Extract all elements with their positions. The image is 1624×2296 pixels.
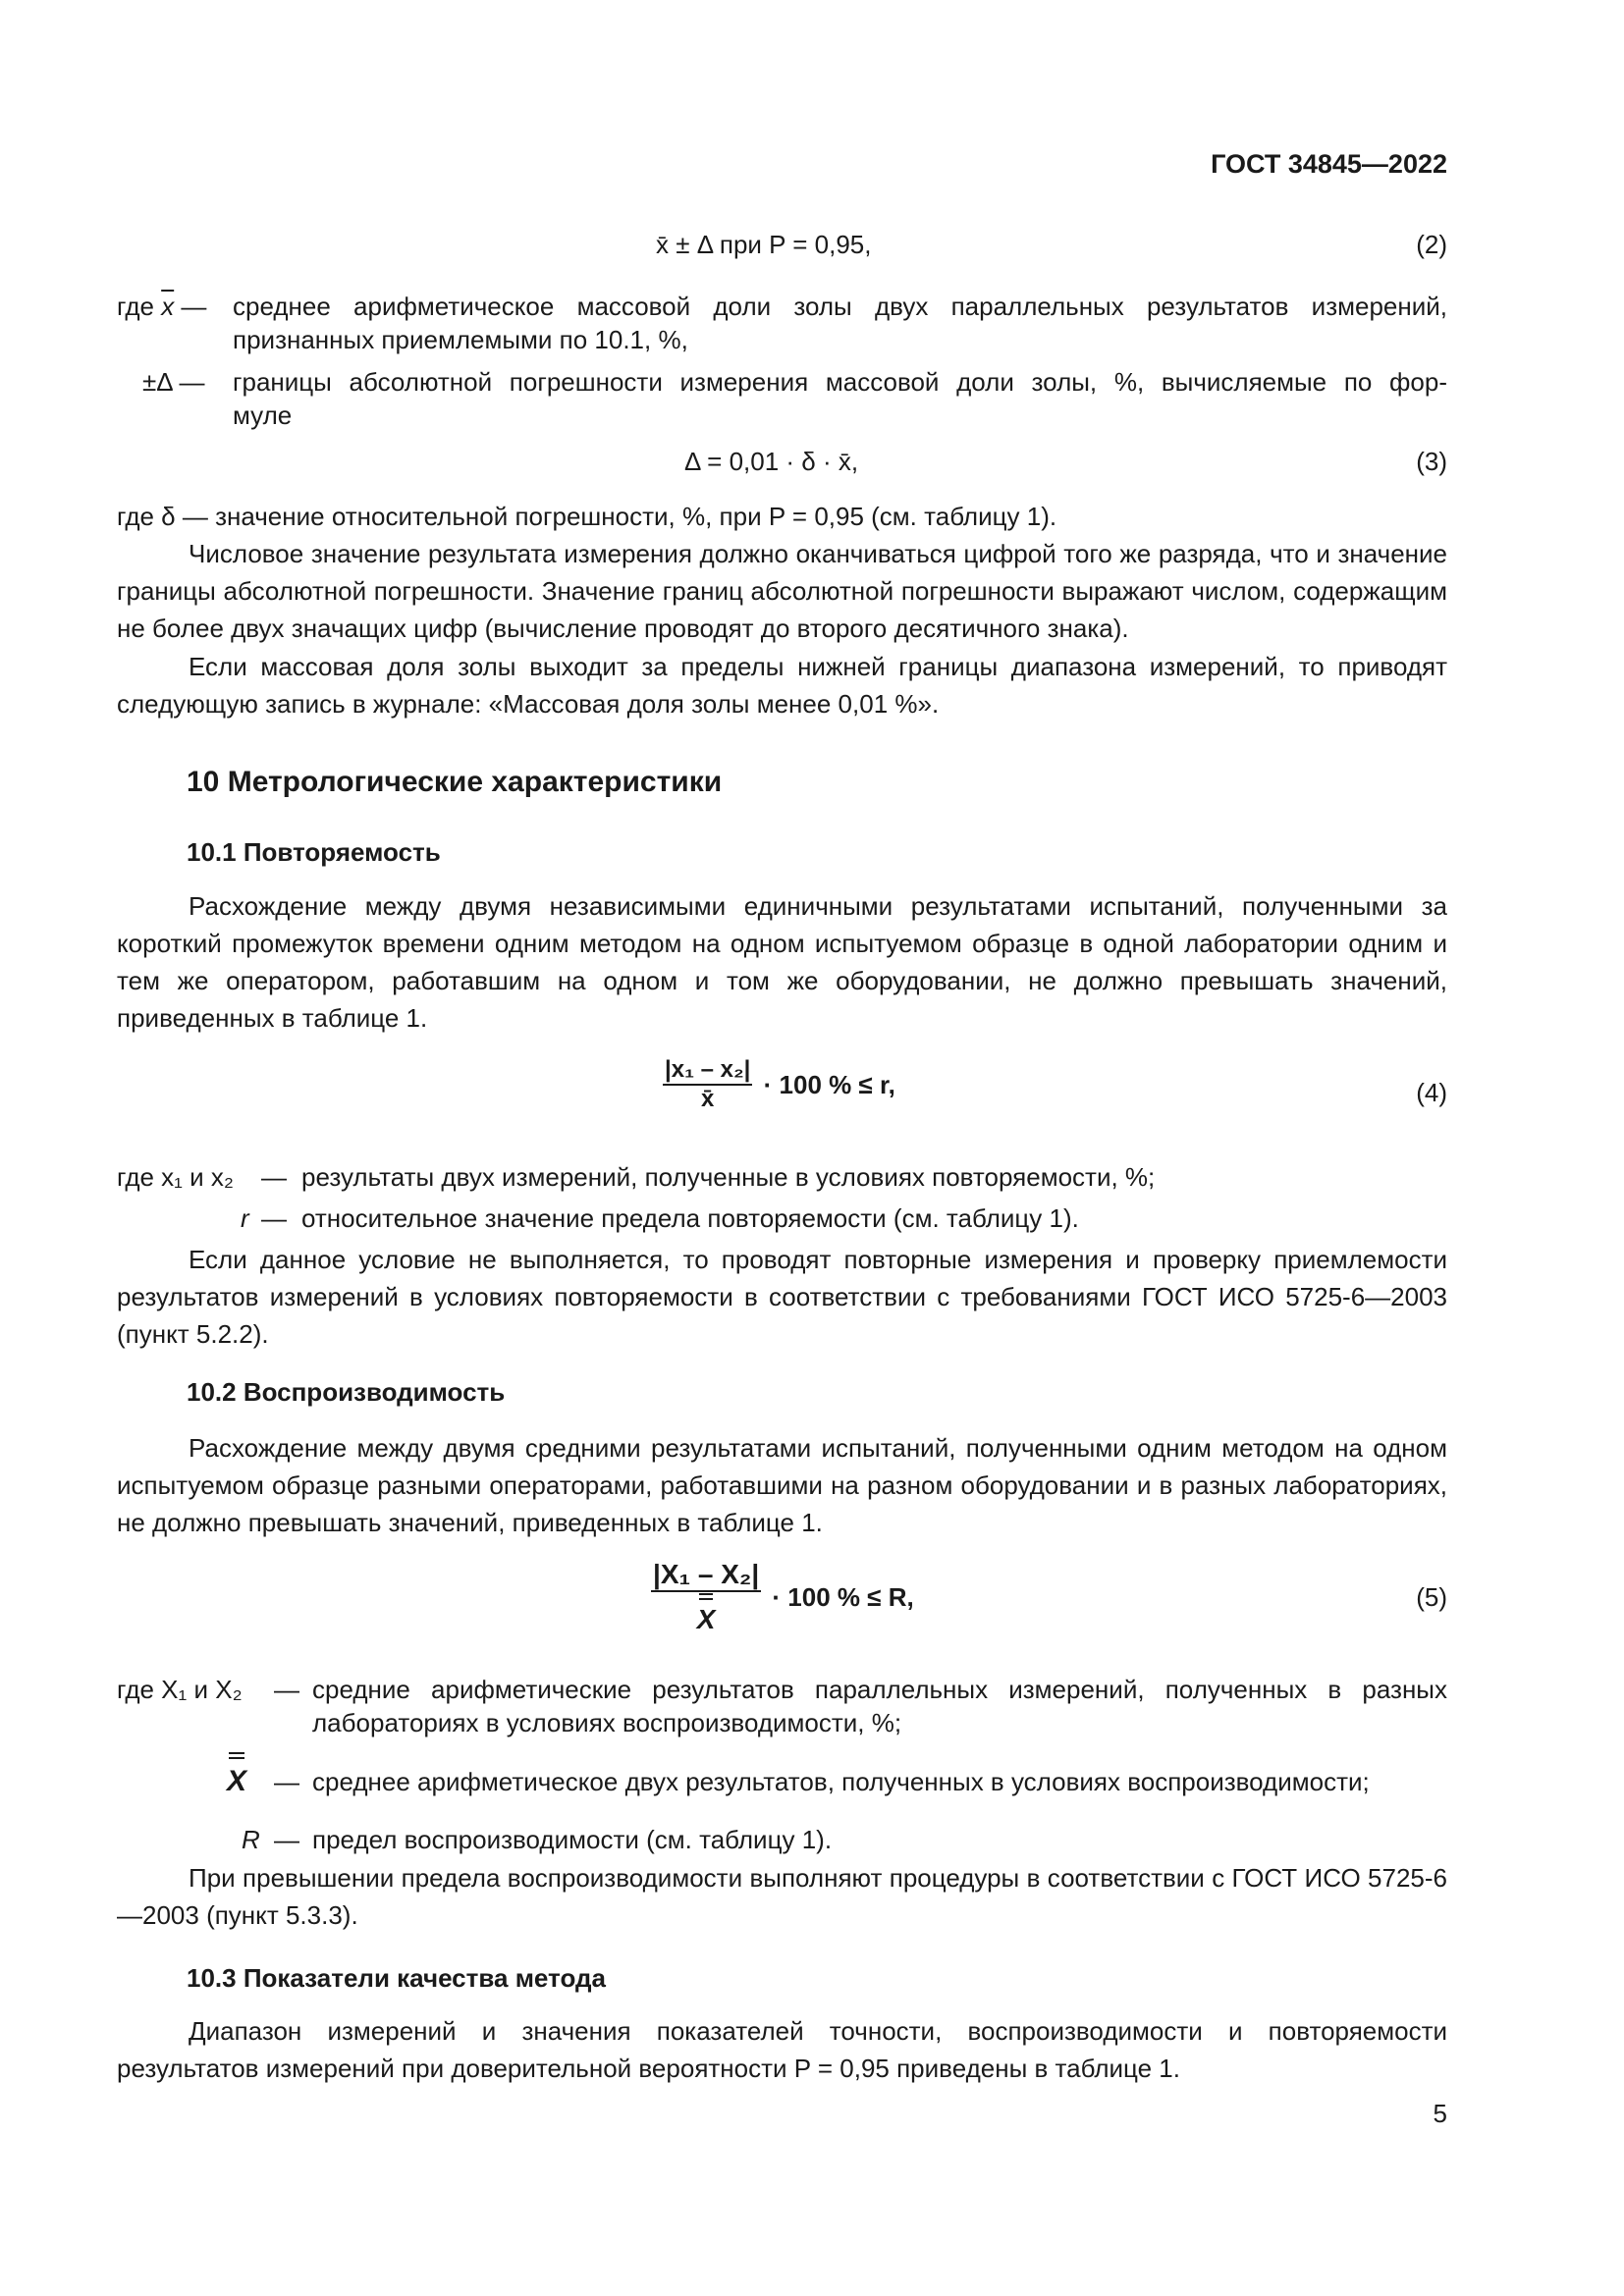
para-repeat-fail: Если данное условие не выполняется, то проводят повторные измерения и проверку приемлемости результатов измерений в условиях повторяемости в соответствии с требованиями ГОСТ ИСО 5725-6—2003 (пункт 5.2.2). bbox=[117, 1245, 1447, 1349]
para-method-quality: Диапазон измерений и значения показателей точности, воспроизводимости и повторяемости результатов измерений при доверительной вероятности P = 0,95 приведены в таблице 1. bbox=[117, 2016, 1447, 2083]
section-10-3-title: 10.3 Показатели качества метода bbox=[187, 1963, 606, 1993]
def-R-dash: — bbox=[274, 1825, 299, 1854]
def-x-lead: где $\overline{x}$ — bbox=[117, 292, 207, 321]
formula-2-number: (2) bbox=[1416, 230, 1447, 259]
def-x-text-2: признанных приемлемыми по 10.1, %, bbox=[233, 325, 688, 354]
para-reproduce-exceed: При превышении предела воспроизводимости выполняют процедуры в соответствии с ГОСТ ИСО 5725-6—2003 (пункт 5.3.3). bbox=[117, 1863, 1447, 1930]
def-r-text: относительное значение предела повторяемости (см. таблицу 1). bbox=[301, 1203, 1079, 1233]
def-X1X2-text-1: средние арифметические результатов параллельных измерений, полученных в разных bbox=[312, 1675, 1447, 1704]
para-lower-limit: Если массовая доля золы выходит за пределы нижней границы диапазона измерений, то приводят следующую запись в журнале: «Массовая доля золы менее 0,01 %». bbox=[117, 652, 1447, 719]
formula-5-denominator: X bbox=[696, 1604, 716, 1634]
para-result-format: Числовое значение результата измерения должно оканчиваться цифрой того же разряда, что и значение границы абсолютной погрешности. Значение границ абсолютной погрешности выражают числом, содержащим не более двух значащих цифр (вычисление проводят до второго десятичного знака). bbox=[117, 539, 1447, 643]
def-X1X2-text-2: лабораториях в условиях воспроизводимости, %; bbox=[312, 1708, 902, 1737]
def-x1x2-text: результаты двух измерений, полученные в условиях повторяемости, %; bbox=[301, 1162, 1156, 1192]
def-delta-text-2: муле bbox=[233, 400, 293, 430]
formula-3-number: (3) bbox=[1416, 447, 1447, 476]
formula-5-numerator: |X₁ – X₂| bbox=[651, 1559, 761, 1592]
def-delta-text-1: границы абсолютной погрешности измерения массовой доли золы, %, вычисляемые по фор- bbox=[233, 367, 1447, 397]
def-r-dash: — bbox=[261, 1203, 287, 1233]
formula-4-denominator: x̄ bbox=[701, 1086, 715, 1112]
formula-3: Δ = 0,01 · δ · x̄, bbox=[684, 447, 859, 476]
para-repeatability: Расхождение между двумя независимыми единичными результатами испытаний, полученными за короткий промежуток времени одним методом на одном испытуемом образце в одной лаборатории одним и тем же оператором, работавшим на одном и том же оборудовании, не должно превышать значений, приведенных в таблице 1. bbox=[117, 891, 1447, 1033]
def-x1x2-lead: где x₁ и x₂ bbox=[117, 1162, 235, 1192]
def-Xbar-dash: — bbox=[274, 1767, 299, 1796]
def-x-text-1: среднее арифметическое массовой доли золы двух параллельных результатов измерений, bbox=[233, 292, 1447, 321]
def-r-symbol: r bbox=[241, 1203, 249, 1233]
def-Xbar-text: среднее арифметическое двух результатов, полученных в условиях воспроизводимости; bbox=[312, 1767, 1370, 1796]
para-reproducibility: Расхождение между двумя средними результатами испытаний, полученными одним методом на одном испытуемом образце разными операторами, работавшими на разном оборудовании и в разных лабораториях, не должно превышать значений, приведенных в таблице 1. bbox=[117, 1433, 1447, 1537]
formula-4 bbox=[663, 1056, 895, 1113]
def-X1X2-dash: — bbox=[274, 1675, 299, 1704]
def-R-text: предел воспроизводимости (см. таблицу 1). bbox=[312, 1825, 833, 1854]
def-X1X2-lead: где X₁ и X₂ bbox=[117, 1675, 243, 1704]
def-Xbar-symbol: X bbox=[227, 1763, 246, 1800]
def-delta-value: где δ — значение относительной погрешности, %, при P = 0,95 (см. таблицу 1). bbox=[117, 502, 1057, 531]
section-10-1-title: 10.1 Повторяемость bbox=[187, 837, 441, 867]
formula-5 bbox=[651, 1559, 914, 1635]
section-10-2-title: 10.2 Воспроизводимость bbox=[187, 1377, 506, 1407]
formula-4-numerator: |x₁ – x₂| bbox=[663, 1056, 752, 1086]
def-R-symbol: R bbox=[242, 1825, 260, 1854]
section-10-title: 10 Метрологические характеристики bbox=[187, 766, 723, 798]
formula-4-number: (4) bbox=[1416, 1078, 1447, 1107]
page-number: 5 bbox=[1433, 2099, 1447, 2128]
def-x1x2-dash: — bbox=[261, 1162, 287, 1192]
def-delta-lead: ±Δ — bbox=[142, 367, 205, 397]
formula-5-rest: · 100 % ≤ R, bbox=[772, 1581, 914, 1612]
formula-4-rest: · 100 % ≤ r, bbox=[763, 1069, 895, 1099]
formula-2: x̄ ± Δ при P = 0,95, bbox=[656, 230, 872, 259]
formula-5-number: (5) bbox=[1416, 1582, 1447, 1612]
document-id: ГОСТ 34845—2022 bbox=[1211, 149, 1447, 179]
